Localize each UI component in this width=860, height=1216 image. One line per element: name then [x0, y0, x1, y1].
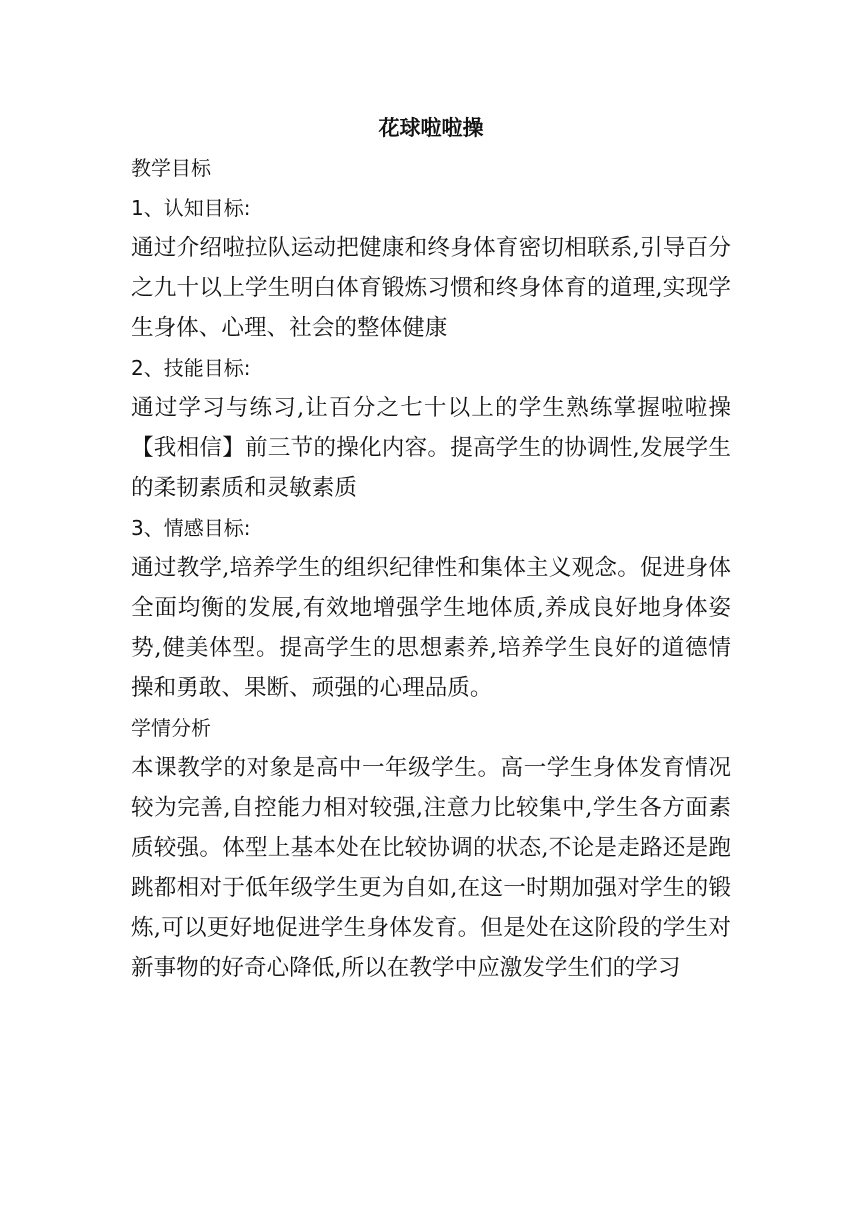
cognitive-goal-text: 通过介绍啦拉队运动把健康和终身体育密切相联系,引导百分之九十以上学生明白体育锻炼习惯和终身体育的道理,实现学生身体、心理、社会的整体健康	[131, 235, 731, 341]
cognitive-goal-heading: 1、认知目标:	[131, 196, 251, 220]
emotion-goal-text: 通过教学,培养学生的组织纪律性和集体主义观念。促进身体全面均衡的发展,有效地增强学生地体质,养成良好地身体姿势,健美体型。提高学生的思想素养,培养学生良好的道德情操和勇敢、果断、顽强的心理品质。	[131, 555, 731, 701]
analysis-heading: 学情分析	[131, 716, 211, 740]
document-page	[131, 108, 731, 988]
emotion-goal-heading: 3、情感目标:	[131, 516, 251, 540]
objectives-heading: 教学目标	[131, 156, 211, 180]
skill-goal-heading: 2、技能目标:	[131, 356, 251, 380]
document-title: 花球啦啦操	[378, 115, 484, 140]
analysis-text: 本课教学的对象是高中一年级学生。高一学生身体发育情况较为完善,自控能力相对较强,注意力比较集中,学生各方面素质较强。体型上基本处在比较协调的状态,不论是走路还是跑跳都相对于低年级学生更为自如,在这一时期加强对学生的锻炼,可以更好地促进学生身体发育。但是处在这阶段的学生对新事物的好奇心降低,所以在教学中应激发学生们的学习	[131, 755, 731, 981]
skill-goal-text: 通过学习与练习,让百分之七十以上的学生熟练掌握啦啦操【我相信】前三节的操化内容。提高学生的协调性,发展学生的柔韧素质和灵敏素质	[131, 395, 731, 501]
